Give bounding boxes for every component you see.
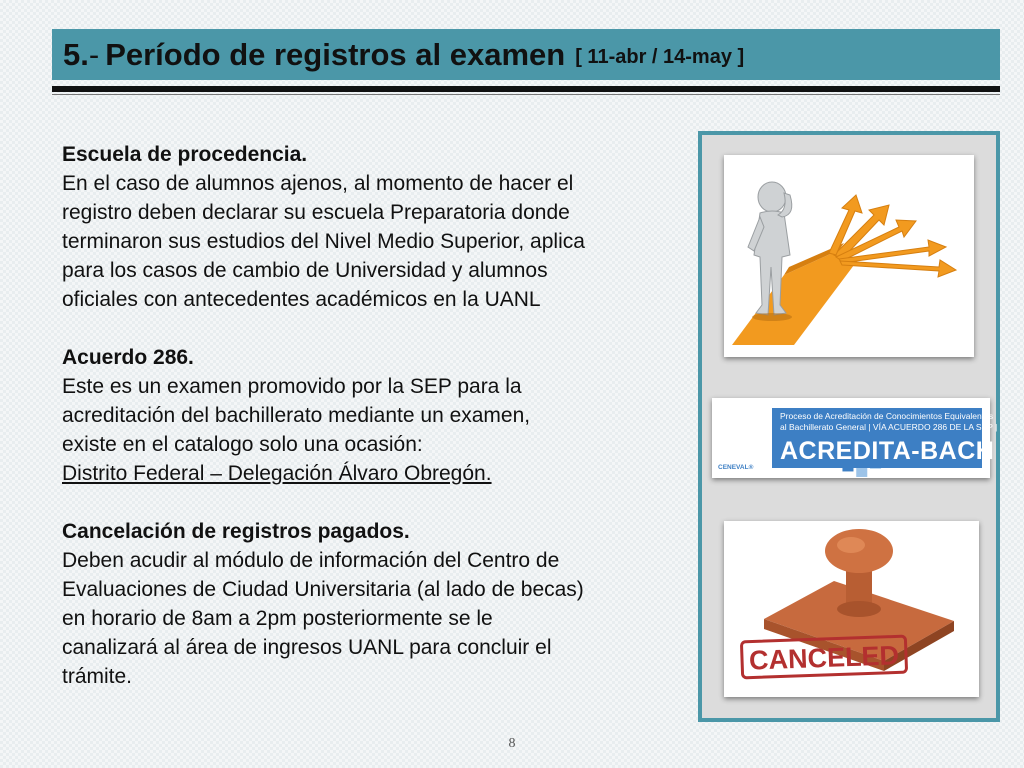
page-title: Período de registros al examen — [105, 36, 566, 72]
acuerdo-line: Este es un examen promovido por la SEP para la — [62, 375, 522, 398]
stamp-text: CANCELED — [748, 640, 900, 676]
title-divider-thin — [52, 94, 1000, 95]
canceled-stamp-image — [724, 521, 979, 697]
confused-person-arrows-icon — [724, 155, 974, 357]
acredita-line-2: al Bachillerato General | VÍA ACUERDO 286 DE LA SEP | — [780, 422, 998, 432]
title-separator: - — [88, 36, 100, 72]
title-number: 5. — [63, 36, 89, 72]
acuerdo-line: acreditación del bachillerato mediante un examen, — [62, 404, 531, 427]
acredita-bach-image — [712, 398, 998, 478]
escuela-line: registro deben declarar su escuela Preparatoria donde — [62, 201, 570, 224]
escuela-line: En el caso de alumnos ajenos, al momento de hacer el — [62, 172, 574, 195]
title-bar — [52, 29, 1000, 80]
section-heading-cancelacion: Cancelación de registros pagados. — [62, 520, 410, 543]
acuerdo-line: existe en el catalogo solo una ocasión: — [62, 433, 423, 456]
cancelacion-line: Deben acudir al módulo de información del Centro de — [62, 549, 560, 572]
image-panel — [698, 131, 1000, 722]
page-number: 8 — [508, 736, 516, 751]
acredita-banner — [772, 408, 998, 468]
section-heading-acuerdo: Acuerdo 286. — [62, 346, 194, 369]
acredita-brand: ACREDITA-BACH — [780, 437, 995, 465]
title-divider — [52, 86, 1000, 92]
cancelacion-line: trámite. — [62, 665, 133, 688]
escuela-line: para los casos de cambio de Universidad y alumnos — [62, 259, 548, 282]
section-heading-escuela: Escuela de procedencia. — [62, 143, 308, 166]
title-dates: [ 11-abr / 14-may ] — [575, 46, 745, 68]
cancelacion-line: Evaluaciones de Ciudad Universitaria (al lado de becas) — [62, 578, 584, 601]
escuela-line: oficiales con antecedentes académicos en la UANL — [62, 288, 541, 311]
acuerdo-location: Distrito Federal – Delegación Álvaro Obregón. — [62, 462, 492, 485]
crossroads-image — [724, 155, 974, 357]
cancelacion-line: canalizará al área de ingresos UANL para concluir el — [62, 636, 552, 659]
rubber-stamp-icon — [724, 521, 979, 697]
ceneval-label: CENEVAL® — [718, 464, 754, 471]
acredita-line-1: Proceso de Acreditación de Conocimientos Equivalentes — [780, 411, 994, 421]
cancelacion-line: en horario de 8am a 2pm posteriormente se le — [62, 607, 493, 630]
body-text — [62, 140, 677, 691]
escuela-line: terminaron sus estudios del Nivel Medio Superior, aplica — [62, 230, 585, 253]
